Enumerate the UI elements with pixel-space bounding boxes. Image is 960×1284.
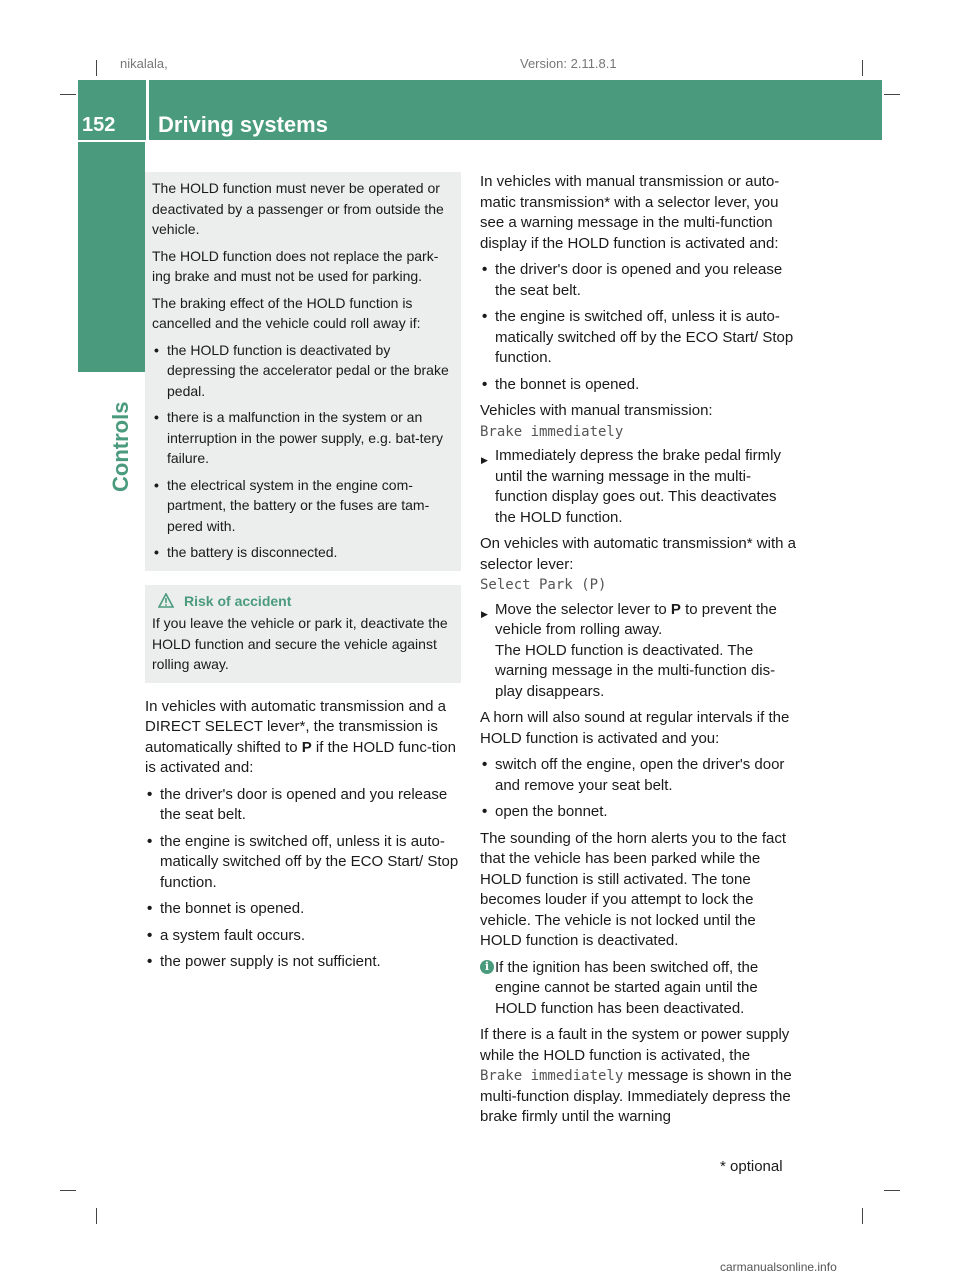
list-item: • switch off the engine, open the driver's door and remove your seat belt. [480, 755, 796, 796]
box-paragraph: The braking effect of the HOLD function is cancelled and the vehicle could roll away if: [152, 294, 421, 331]
display-message: Select Park (P) [480, 577, 607, 593]
list-item: • open the bonnet. [480, 802, 796, 823]
list-item: • the engine is switched off, unless it is auto-matically switched off by the ECO Start/ Stop function. [145, 832, 461, 894]
info-text: If the ignition has been switched off, the engine cannot be started again until the HOLD function has been deactivated. [495, 958, 759, 1017]
crop-mark [862, 60, 863, 76]
list-item: • the power supply is not sufficient. [145, 952, 461, 973]
list-item: • the battery is disconnected. [152, 542, 455, 563]
gear-p: P [670, 600, 681, 618]
fault-text-part: message is shown in the multi-function display. Immediately depress the brake firmly until the warning [480, 1067, 792, 1125]
section-title: Driving systems [158, 112, 328, 137]
warning-text: If you leave the vehicle or park it, deactivate the HOLD function and secure the vehicle against rolling away. [152, 615, 448, 672]
horn-text: The sounding of the horn alerts you to the fact that the vehicle has been parked while the HOLD function is still activated. The tone becomes louder if you attempt to lock the vehicle. The vehicle is not locked until the HOLD function is deactivated. [480, 829, 787, 949]
box-paragraph: The HOLD function must never be operated or deactivated by a passenger or from outside the vehicle. [152, 180, 444, 237]
list-item: • the electrical system in the engine com-partment, the battery or the fuses are tam-pered with. [152, 475, 455, 537]
sidebar-tab-label: Controls [108, 401, 133, 492]
step-result: The HOLD function is deactivated. The warning message in the multi-function dis-play disappears. [495, 641, 776, 700]
fault-text-part: If there is a fault in the system or power supply while the HOLD function is activated, the [480, 1026, 790, 1064]
crop-mark [884, 1190, 900, 1191]
watermark-link[interactable]: carmanualsonline.info [720, 1260, 837, 1274]
gear-p: P [301, 738, 312, 756]
list-item: • the driver's door is opened and you release the seat belt. [145, 785, 461, 826]
display-message: Brake immediately [480, 1068, 624, 1084]
step-text: Move the selector lever to [495, 600, 671, 618]
sidebar-tab-block [78, 142, 145, 372]
list-item: • the engine is switched off, unless it is auto-matically switched off by the ECO Start/ Stop function. [480, 307, 796, 369]
list-item: • the bonnet is opened. [480, 375, 796, 396]
fault-text [480, 1025, 796, 1128]
page-number: 152 [82, 114, 116, 136]
crop-mark [60, 1190, 76, 1191]
warning-title: Risk of accident [184, 592, 292, 609]
list-item: • a system fault occurs. [145, 926, 461, 947]
crop-mark [96, 1208, 97, 1224]
warning-heading [152, 591, 455, 612]
instruction-step: ▶ Immediately depress the brake pedal firmly until the warning message in the multi-function display goes out. This deactivates the HOLD function. [480, 446, 796, 528]
hold-note-box [145, 172, 461, 571]
crop-mark [884, 94, 900, 95]
trim-text-right: Version: 2.11.8.1 [520, 56, 617, 71]
instruction-step [480, 600, 796, 641]
intro-text: In vehicles with automatic transmission and a DIRECT SELECT lever*, the transmission is automatically shifted to [145, 697, 446, 756]
header-divider [146, 80, 149, 140]
footnote: * optional [720, 1158, 783, 1175]
left-column [145, 172, 461, 979]
info-icon: i [480, 960, 494, 974]
manual-intro: In vehicles with manual transmission or auto-matic transmission* with a selector lever, you see a warning message in the multi-function display if the HOLD function is activated and: [480, 173, 780, 252]
manual-heading: Vehicles with manual transmission: [480, 402, 713, 419]
intro-text: if the HOLD func-tion is activated and: [145, 738, 456, 776]
auto-heading: On vehicles with automatic transmission* with a selector lever: [480, 535, 796, 573]
warning-triangle-icon [158, 593, 174, 608]
list-item: • the HOLD function is deactivated by depressing the accelerator pedal or the brake pedal. [152, 340, 455, 402]
horn-intro: A horn will also sound at regular intervals if the HOLD function is activated and you: [480, 709, 790, 747]
list-item: • the bonnet is opened. [145, 899, 461, 920]
auto-intro [145, 697, 461, 779]
trim-text-left: nikalala, [120, 56, 168, 71]
crop-mark [60, 94, 76, 95]
list-item: • there is a malfunction in the system or an interruption in the power supply, e.g. bat-tery failure. [152, 407, 455, 469]
crop-mark [96, 60, 97, 76]
step-text: to prevent the vehicle from rolling away. [495, 600, 777, 638]
info-note [480, 958, 796, 1020]
right-column [480, 172, 796, 1134]
warning-box [145, 585, 461, 683]
list-item: • the driver's door is opened and you release the seat belt. [480, 260, 796, 301]
crop-mark [862, 1208, 863, 1224]
display-message: Brake immediately [480, 423, 624, 440]
box-paragraph: The HOLD function does not replace the park-ing brake and must not be used for parking. [152, 247, 439, 284]
